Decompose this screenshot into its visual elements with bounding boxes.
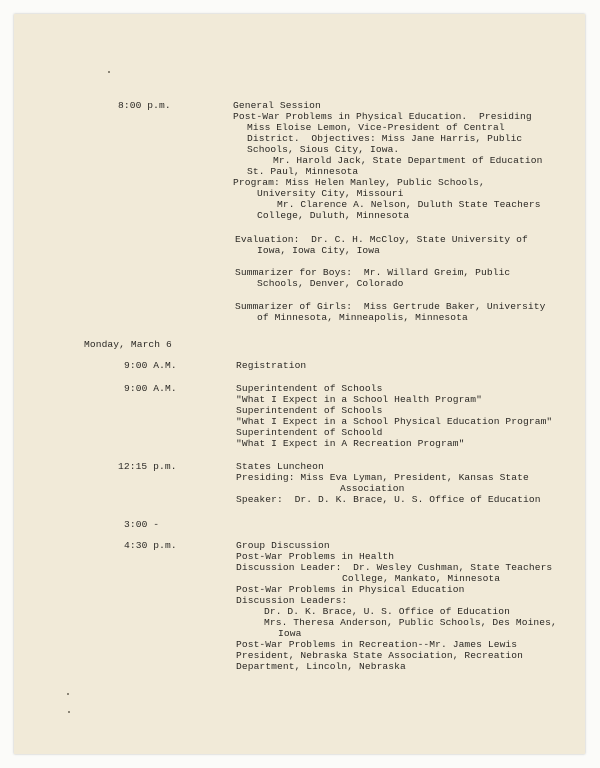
session-line: Miss Eloise Lemon, Vice-President of Central (247, 122, 505, 133)
luncheon-line: Presiding: Miss Eva Lyman, President, Kansas State (236, 472, 529, 483)
time-afternoon-start: 3:00 - (124, 519, 160, 530)
day-heading: Monday, March 6 (84, 339, 172, 350)
session-line: University City, Missouri (257, 188, 404, 199)
discussion-line: College, Mankato, Minnesota (342, 573, 501, 584)
session-line: Schools, Denver, Colorado (257, 278, 404, 289)
session-line: Post-War Problems in Physical Education. Presiding (233, 111, 532, 122)
document-page (14, 14, 585, 754)
session-line: Evaluation: Dr. C. H. McCloy, State University of (235, 234, 528, 245)
luncheon-line: Speaker: Dr. D. K. Brace, U. S. Office of Education (236, 494, 541, 505)
discussion-line: Iowa (278, 628, 302, 639)
session-line: Summarizer for Boys: Mr. Willard Greim, Public (235, 267, 511, 278)
paper-speck (68, 711, 70, 713)
session-line: Program: Miss Helen Manley, Public Schools, (233, 177, 485, 188)
discussion-line: President, Nebraska State Association, Recreation (236, 650, 524, 661)
paper-speck (67, 693, 69, 695)
discussion-line: Department, Lincoln, Nebraska (236, 661, 406, 672)
time-superintendent: 9:00 A.M. (124, 383, 177, 394)
luncheon-line: States Luncheon (236, 461, 324, 472)
time-afternoon-end: 4:30 p.m. (124, 540, 177, 551)
discussion-line: Discussion Leader: Dr. Wesley Cushman, State Teachers (236, 562, 553, 573)
discussion-line: Mrs. Theresa Anderson, Public Schools, Des Moines, (264, 617, 557, 628)
session-line: Mr. Harold Jack, State Department of Education (273, 155, 543, 166)
luncheon-line: Association (340, 483, 405, 494)
superintendent-line: "What I Expect in A Recreation Program" (236, 438, 465, 449)
session-line: Mr. Clarence A. Nelson, Duluth State Teachers (277, 199, 541, 210)
session-line: General Session (233, 100, 321, 111)
session-line: District. Objectives: Miss Jane Harris, Public (247, 133, 523, 144)
discussion-line: Discussion Leaders: (236, 595, 348, 606)
discussion-line: Post-War Problems in Recreation--Mr. James Lewis (236, 639, 518, 650)
superintendent-line: Superintendent of Schools (236, 405, 383, 416)
time-8pm: 8:00 p.m. (118, 100, 171, 111)
session-line: of Minnesota, Minneapolis, Minnesota (257, 312, 468, 323)
superintendent-line: "What I Expect in a School Physical Education Program" (236, 416, 553, 427)
session-line: Summarizer of Girls: Miss Gertrude Baker, University (235, 301, 546, 312)
superintendent-line: Superintendent of Schoold (236, 427, 383, 438)
discussion-line: Post-War Problems in Health (236, 551, 395, 562)
session-line: College, Duluth, Minnesota (257, 210, 410, 221)
session-line: St. Paul, Minnesota (247, 166, 359, 177)
discussion-line: Group Discussion (236, 540, 330, 551)
superintendent-line: "What I Expect in a School Health Program" (236, 394, 483, 405)
time-luncheon: 12:15 p.m. (118, 461, 177, 472)
superintendent-line: Superintendent of Schools (236, 383, 383, 394)
session-line: Schools, Sious City, Iowa. (247, 144, 400, 155)
registration-line: Registration (236, 360, 307, 371)
paper-speck (108, 71, 110, 73)
discussion-line: Dr. D. K. Brace, U. S. Office of Education (264, 606, 511, 617)
session-line: Iowa, Iowa City, Iowa (257, 245, 381, 256)
time-registration: 9:00 A.M. (124, 360, 177, 371)
discussion-line: Post-War Problems in Physical Education (236, 584, 465, 595)
